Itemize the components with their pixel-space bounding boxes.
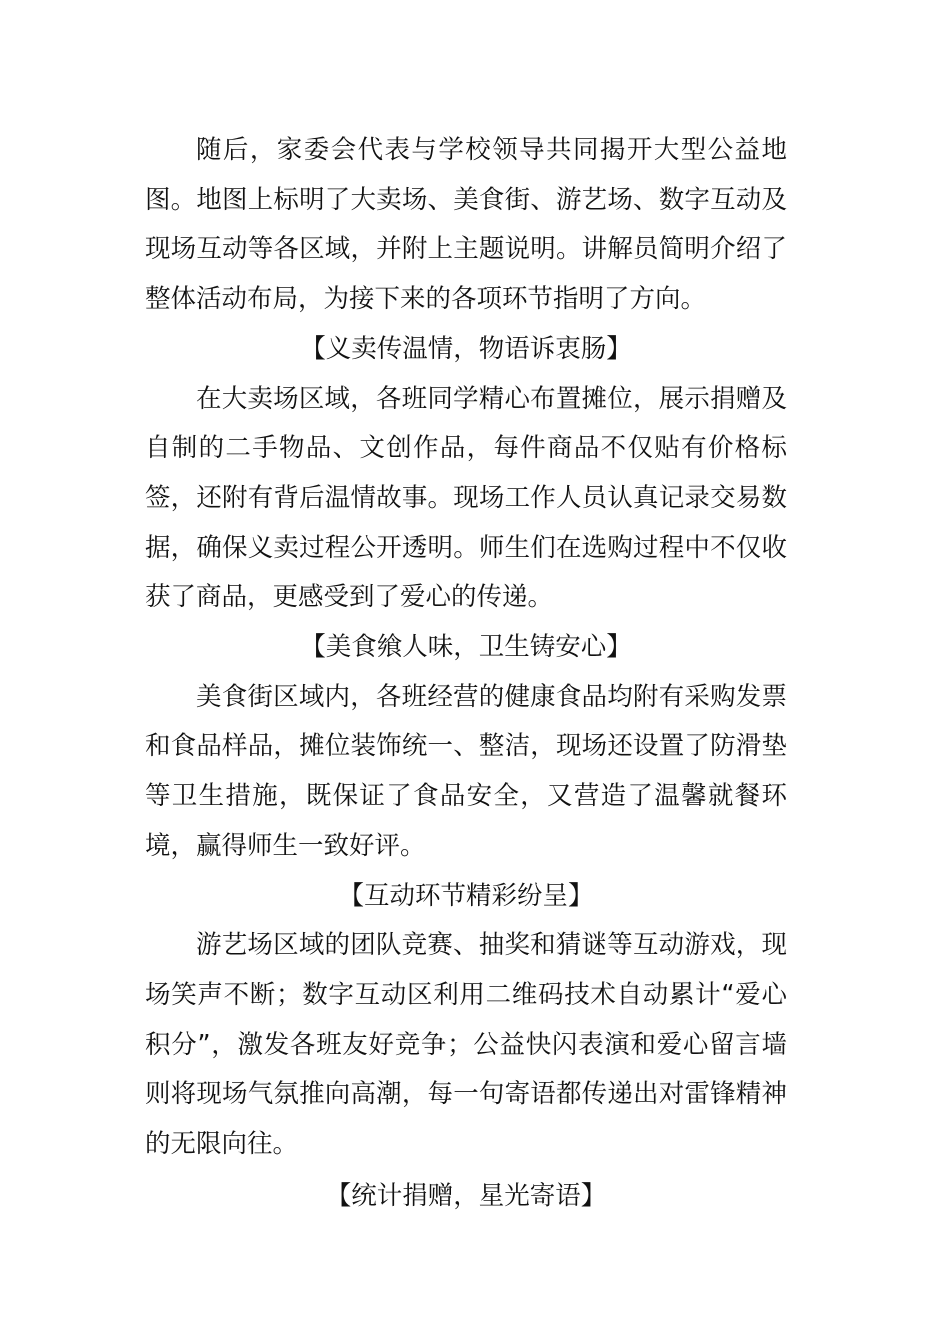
heading-interactive: 【互动环节精彩纷呈】 — [338, 880, 594, 911]
paragraph-charity-sale: 在大卖场区域，各班同学精心布置摊位，展示捐赠及自制的二手物品、文创作品，每件商品不仅贴有价格标签，还附有背后温情故事。现场工作人员认真记录交易数据，确保义卖过程公开透明。师生们在选购过程中不仅收获了商品，更感受到了爱心的传递。 — [145, 383, 787, 613]
heading-food-street: 【美食飨人味，卫生铸安心】 — [300, 632, 632, 663]
paragraph-map-unveiling: 随后，家委会代表与学校领导共同揭开大型公益地图。地图上标明了大卖场、美食街、游艺场、数字互动及现场互动等各区域，并附上主题说明。讲解员简明介绍了整体活动布局，为接下来的各项环节指明了方向。 — [145, 135, 787, 315]
paragraph-interactive: 游艺场区域的团队竞赛、抽奖和猜谜等互动游戏，现场笑声不断；数字互动区利用二维码技术自动累计“爱心积分”，激发各班友好竞争；公益快闪表演和爱心留言墙则将现场气氛推向高潮，每一句寄语都传递出对雷锋精神的无限向往。 — [145, 930, 787, 1160]
paragraph-food-street: 美食街区域内，各班经营的健康食品均附有采购发票和食品样品，摊位装饰统一、整洁，现场还设置了防滑垫等卫生措施，既保证了食品安全，又营造了温馨就餐环境，赢得师生一致好评。 — [145, 681, 787, 861]
document-body — [145, 126, 787, 1221]
heading-charity-sale: 【义卖传温情，物语诉衷肠】 — [300, 333, 632, 364]
heading-donation-stats: 【统计捐赠，星光寄语】 — [325, 1180, 607, 1211]
